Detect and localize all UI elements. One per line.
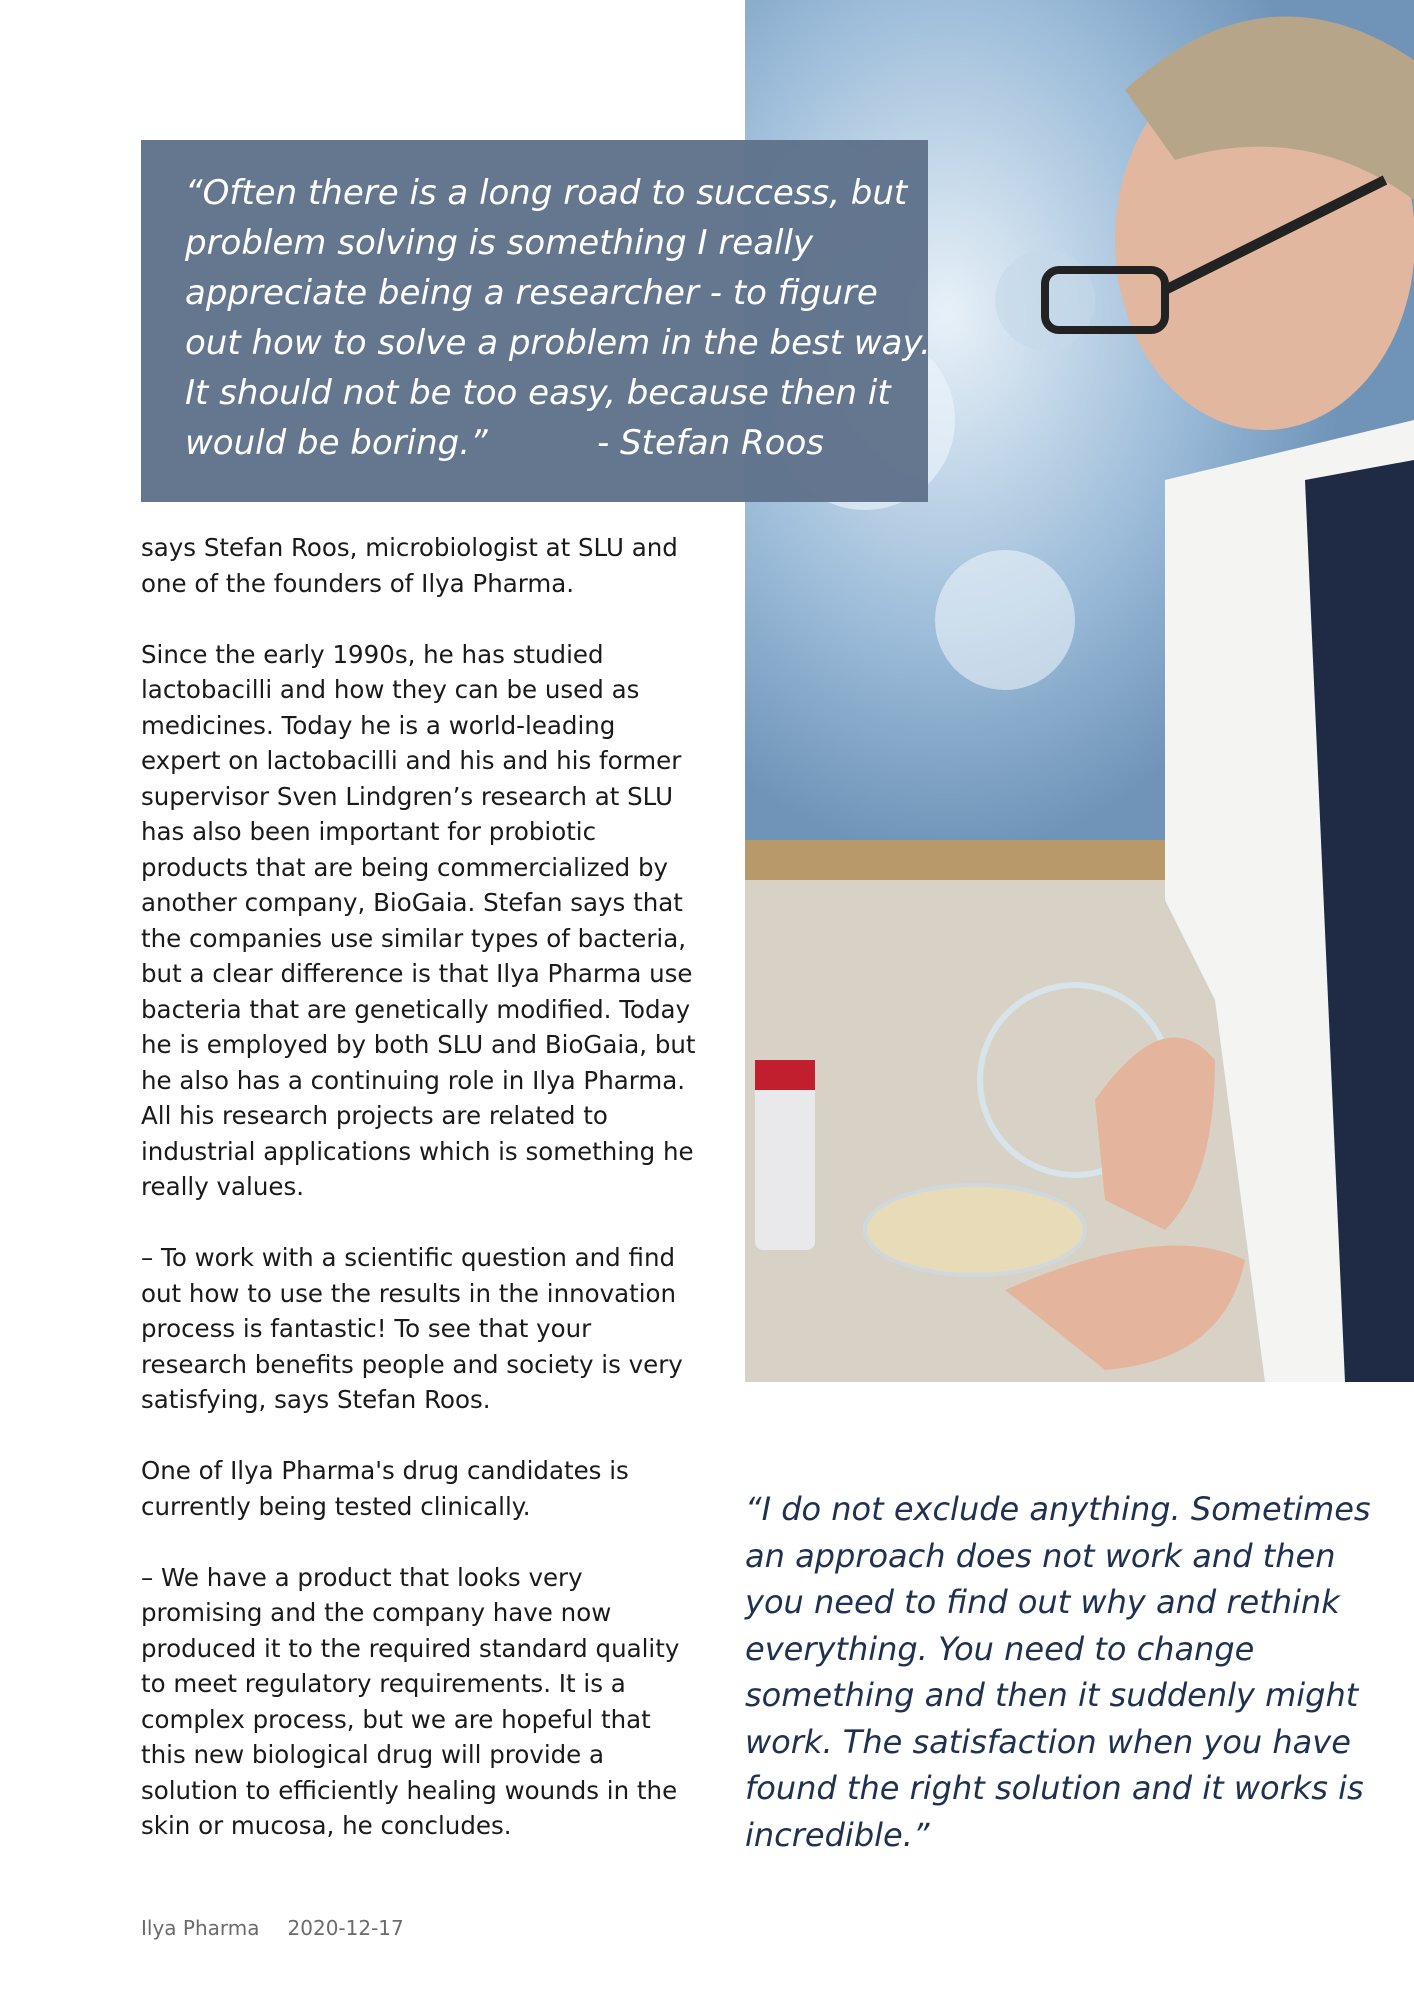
quote-line: appreciate being a researcher - to figure <box>185 273 878 313</box>
body-paragraph: – To work with a scientific question and find out how to use the results in the innovation process is fantastic! To see that your research benefits people and society is very satisfying, says Stefan Roos. <box>141 1243 683 1414</box>
quote2-line: you need to find out why and rethink <box>745 1583 1340 1621</box>
quote2-line: “I do not exclude anything. Sometimes <box>745 1490 1371 1528</box>
body-paragraph: – We have a product that looks very promising and the company have now produced it to the required standard quality to meet regulatory requirements. It is a complex process, but we are hopeful that this new biological drug will provide a solution to efficiently healing wounds in the skin or mucosa, he concludes. <box>141 1562 680 1840</box>
body-paragraph: says Stefan Roos, microbiologist at SLU and one of the founders of Ilya Pharma. <box>141 533 678 598</box>
quote-attribution: - Stefan Roos <box>596 423 824 463</box>
quote2-line: an approach does not work and then <box>745 1536 1336 1575</box>
quote2-line: found the right solution and it works is <box>745 1769 1364 1807</box>
quote-line: out how to solve a problem in the best way. <box>185 323 931 363</box>
quote-line: It should not be too easy, because then it <box>185 373 891 413</box>
page-footer <box>141 1916 404 1940</box>
quote2-line: incredible.” <box>745 1815 930 1854</box>
quote-last-row <box>185 418 888 468</box>
quote-line: problem solving is something I really <box>185 223 814 263</box>
footer-company: Ilya Pharma <box>141 1916 260 1940</box>
quote-line: “Often there is a long road to success, but <box>185 173 908 213</box>
secondary-quote <box>745 1486 1385 1858</box>
footer-date: 2020-12-17 <box>287 1916 404 1940</box>
body-paragraph: One of Ilya Pharma's drug candidates is currently being tested clinically. <box>141 1456 629 1521</box>
quote2-line: work. The satisfaction when you have <box>745 1722 1351 1761</box>
pull-quote-box <box>141 140 931 502</box>
body-paragraph: Since the early 1990s, he has studied lactobacilli and how they can be used as medicines. Today he is a world-leading expert on lactobacilli and his and his former supervisor Sven Lindgren’s research at SLU has also been important for probiotic products that are being commercialized by another company, BioGaia. Stefan says that the companies use similar types of bacteria, but a clear difference is that Ilya Pharma use bacteria that are genetically modified. Today he is employed by both SLU and BioGaia, but he also has a continuing role in Ilya Pharma. All his research projects are related to industrial applications which is something he really values. <box>141 639 696 1201</box>
quote2-line: everything. You need to change <box>745 1629 1255 1668</box>
article-body <box>141 530 701 1879</box>
quote2-line: something and then it suddenly might <box>745 1676 1359 1714</box>
quote-last-line: would be boring.” <box>185 423 488 463</box>
